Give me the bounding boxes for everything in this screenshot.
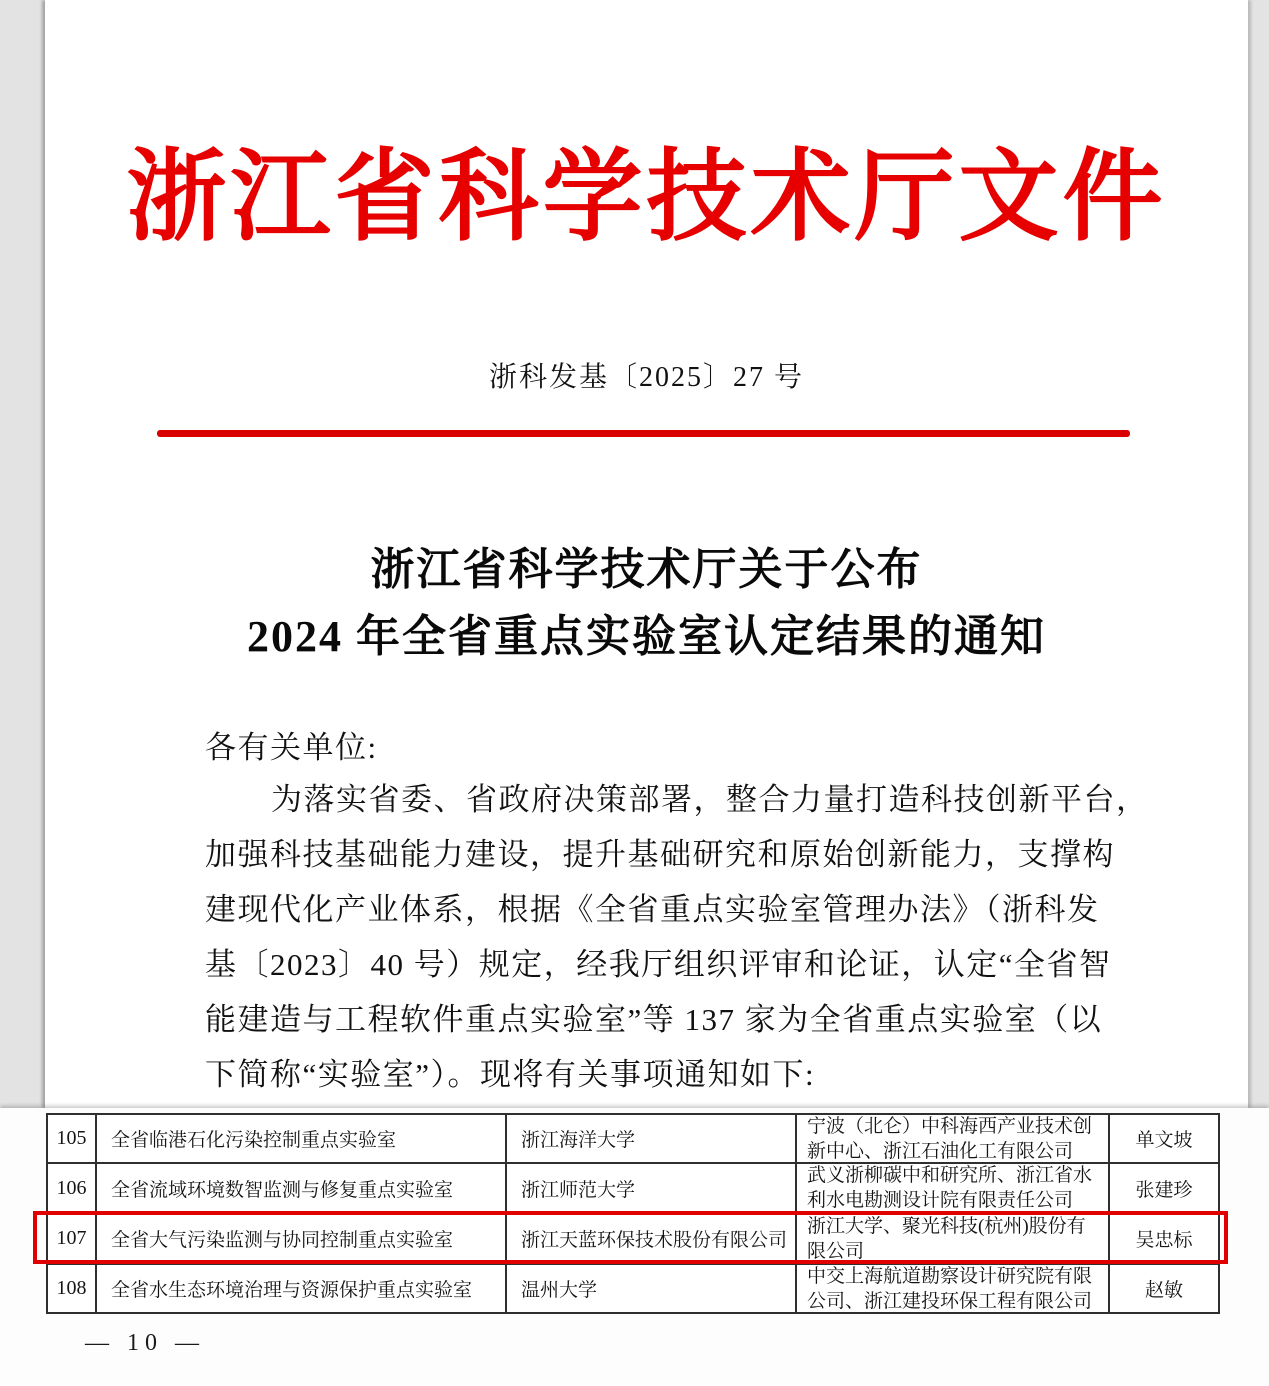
- row-106-director: 张建珍: [1110, 1164, 1218, 1214]
- row-106-institution: 浙江师范大学: [507, 1164, 797, 1214]
- document-number: 浙科发基〔2025〕27 号: [488, 362, 804, 393]
- row-108-institution: 温州大学: [507, 1265, 797, 1312]
- notice-body: [205, 772, 1149, 1102]
- body-line: 基〔2023〕40 号）规定，经我厅组织评审和论证，认定“全省智: [205, 947, 1112, 982]
- row-107-partners: 浙江大学、聚光科技(杭州)股份有限公司: [797, 1214, 1110, 1265]
- red-divider-rule: [157, 430, 1130, 437]
- row-105-director: 单文坡: [1110, 1115, 1218, 1164]
- row-107-institution: 浙江天蓝环保技术股份有限公司: [507, 1214, 797, 1265]
- row-106-partners: 武义浙柳碳中和研究所、浙江省水利水电勘测设计院有限责任公司: [797, 1164, 1110, 1214]
- body-line: 下简称“实验室”）。现将有关事项通知如下:: [205, 1057, 816, 1092]
- body-line: 建现代化产业体系，根据《全省重点实验室管理办法》（浙科发: [205, 892, 1100, 927]
- body-line: 能建造与工程软件重点实验室”等 137 家为全省重点实验室（以: [205, 1002, 1103, 1037]
- row-106-lab: 全省流域环境数智监测与修复重点实验室: [97, 1164, 507, 1214]
- row-108-director: 赵敏: [1144, 1280, 1183, 1301]
- salutation: 各有关单位:: [205, 730, 378, 765]
- document-page: [45, 0, 1248, 1108]
- row-107-lab: 全省大气污染监测与协同控制重点实验室: [97, 1214, 507, 1265]
- notice-title-line-2: 2024 年全省重点实验室认定结果的通知: [247, 612, 1046, 661]
- letterhead-title: 浙江省科学技术厅文件: [126, 142, 1167, 253]
- row-105-institution: 浙江海洋大学: [507, 1115, 797, 1164]
- row-106-number: 106: [48, 1164, 97, 1214]
- row-108-lab: 全省水生态环境治理与资源保护重点实验室: [97, 1265, 507, 1312]
- notice-title-line-1: 浙江省科学技术厅关于公布: [370, 545, 923, 594]
- row-108-partners: 中交上海航道勘察设计研究院有限公司、浙江建投环保工程有限公司: [797, 1265, 1110, 1312]
- row-108-number: 108: [48, 1265, 97, 1312]
- row-107-director: 吴忠标: [1110, 1214, 1218, 1265]
- row-105-partners: 宁波（北仑）中科海西产业技术创新中心、浙江石油化工有限公司: [797, 1115, 1110, 1164]
- body-line: 为落实省委、省政府决策部署，整合力量打造科技创新平台，: [271, 782, 1149, 817]
- row-107-number: 107: [48, 1214, 97, 1265]
- row-105-number: 105: [48, 1115, 97, 1164]
- results-table: [46, 1113, 1220, 1314]
- body-line: 加强科技基础能力建设，提升基础研究和原始创新能力，支撑构: [205, 837, 1115, 872]
- row-105-lab: 全省临港石化污染控制重点实验室: [97, 1115, 507, 1164]
- page-number: — 10 —: [85, 1330, 205, 1356]
- table-section: [0, 1108, 1269, 1386]
